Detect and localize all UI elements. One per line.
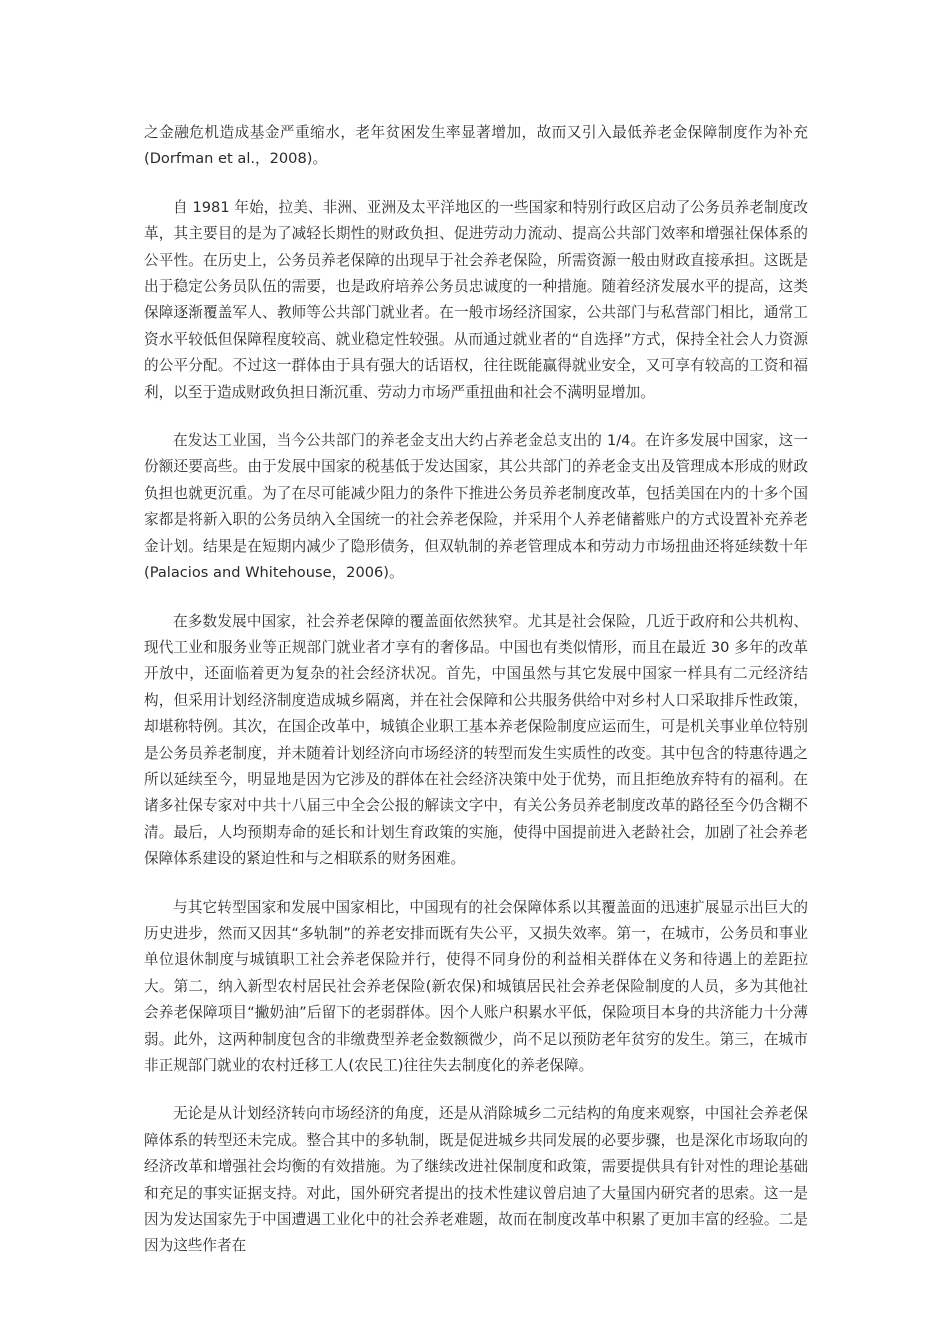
paragraph: 在多数发展中国家，社会养老保障的覆盖面依然狭窄。尤其是社会保险，几近于政府和公共机构、现代工业和服务业等正规部门就业者才享有的奢侈品。中国也有类似情形，而且在最近 30 多年的改革开放中，还面临着更为复杂的社会经济状况。首先，中国虽然与其它发展中国家一样具有二元经济结构，但采用计划经济制度造成城乡隔离，并在社会保障和公共服务供给中对乡村人口采取排斥性政策，却堪称特例。其次，在国企改革中，城镇企业职工基本养老保险制度应运而生，可是机关事业单位特别是公务员养老制度，并未随着计划经济向市场经济的转型而发生实质性的改变。其中包含的特惠待遇之所以延续至今，明显地是因为它涉及的群体在社会经济决策中处于优势，而且拒绝放弃特有的福利。在诸多社保专家对中共十八届三中全会公报的解读文字中，有关公务员养老制度改革的路径至今仍含糊不清。最后，人均预期寿命的延长和计划生育政策的实施，使得中国提前进入老龄社会，加剧了社会养老保障体系建设的紧迫性和与之相联系的财务困难。 [144,612,808,868]
paragraph: 自 1981 年始，拉美、非洲、亚洲及太平洋地区的一些国家和特别行政区启动了公务员养老制度改革，其主要目的是为了减轻长期性的财政负担、促进劳动力流动、提高公共部门效率和增强社保体系的公平性。在历史上，公务员养老保障的出现早于社会养老保险，所需资源一般由财政直接承担。这既是出于稳定公务员队伍的需要，也是政府培养公务员忠诚度的一种措施。随着经济发展水平的提高，这类保障逐渐覆盖军人、教师等公共部门就业者。在一般市场经济国家，公共部门与私营部门相比，通常工资水平较低但保障程度较高、就业稳定性较强。从而通过就业者的“自选择”方式，保持全社会人力资源的公平分配。不过这一群体由于具有强大的话语权，往往既能赢得就业安全，又可享有较高的工资和福利，以至于造成财政负担日渐沉重、劳动力市场严重扭曲和社会不满明显增加。 [144,198,808,401]
paragraph: 与其它转型国家和发展中国家相比，中国现有的社会保障体系以其覆盖面的迅速扩展显示出巨大的历史进步，然而又因其“多轨制”的养老安排而既有失公平，又损失效率。第一，在城市，公务员和事业单位退休制度与城镇职工社会养老保险并行，使得不同身份的利益相关群体在义务和待遇上的差距拉大。第二，纳入新型农村居民社会养老保险(新农保)和城镇居民社会养老保险制度的人员，多为其他社会养老保障项目“撇奶油”后留下的老弱群体。因个人账户积累水平低，保险项目本身的共济能力十分薄弱。此外，这两种制度包含的非缴费型养老金数额微少，尚不足以预防老年贫穷的发生。第三，在城市非正规部门就业的农村迁移工人(农民工)往往失去制度化的养老保障。 [144,898,808,1074]
paragraph: 在发达工业国，当今公共部门的养老金支出大约占养老金总支出的 1/4。在许多发展中国家，这一份额还要高些。由于发展中国家的税基低于发达国家，其公共部门的养老金支出及管理成本形成的财政负担也就更沉重。为了在尽可能减少阻力的条件下推进公务员养老制度改革，包括美国在内的十多个国家都是将新入职的公务员纳入全国统一的社会养老保险，并采用个人养老储蓄账户的方式设置补充养老金计划。结果是在短期内减少了隐形债务，但双轨制的养老管理成本和劳动力市场扭曲还将延续数十年(Palacios and Whitehouse，2006)。 [144,432,808,582]
paragraph-continuation: 之金融危机造成基金严重缩水，老年贫困发生率显著增加，故而又引入最低养老金保障制度作为补充(Dorfman et al.，2008)。 [144,124,808,168]
paragraph: 无论是从计划经济转向市场经济的角度，还是从消除城乡二元结构的角度来观察，中国社会养老保障体系的转型还未完成。整合其中的多轨制，既是促进城乡共同发展的必要步骤，也是深化市场取向的经济改革和增强社会均衡的有效措施。为了继续改进社保制度和政策，需要提供具有针对性的理论基础和充足的事实证据支持。对此，国外研究者提出的技术性建议曾启迪了大量国内研究者的思索。这一是因为发达国家先于中国遭遇工业化中的社会养老难题，故而在制度改革中积累了更加丰富的经验。二是因为这些作者在 [144,1105,808,1255]
document-body [144,120,808,1282]
